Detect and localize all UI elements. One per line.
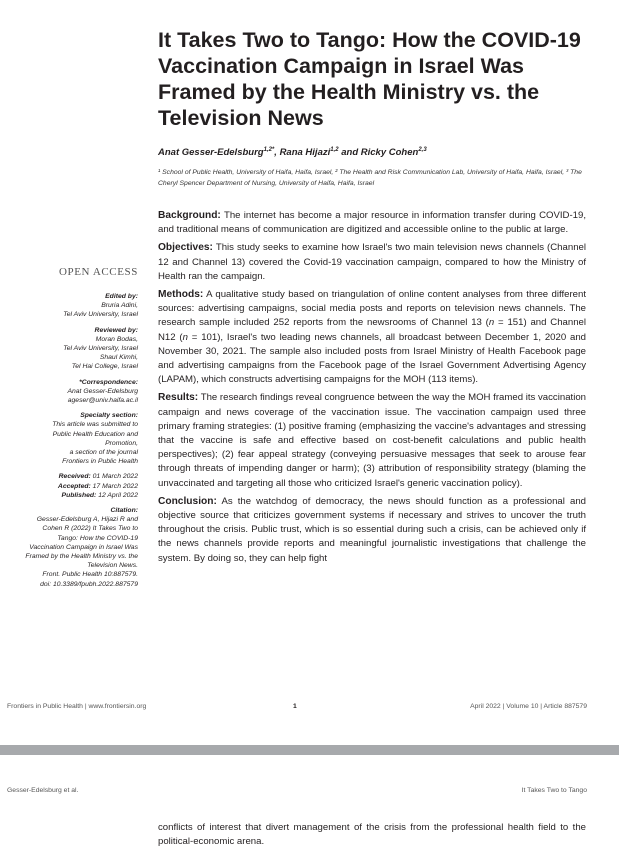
specialty-line: Public Health Education and: [52, 430, 138, 438]
citation-label: Citation:: [110, 507, 138, 515]
article-info-sidebar: [12, 266, 138, 595]
dates-section: [12, 472, 138, 500]
published-label: Published:: [61, 491, 97, 499]
accepted-date: [12, 482, 138, 491]
objectives-text: This study seeks to examine how Israel's two main television news channels (Channel 12 and Channel 13) covered the Covid-19 vaccination campaign, compared to how the Ministry of Health ran the campaign.: [158, 242, 586, 282]
correspondence-label: *Correspondence:: [79, 378, 138, 386]
specialty-line: a section of the journal: [69, 449, 138, 457]
published-date: [12, 491, 138, 500]
results-label: Results:: [158, 392, 199, 404]
correspondence-line: Anat Gesser-Edelsburg: [67, 387, 138, 395]
author-list: [158, 147, 598, 158]
page-separator: [0, 745, 619, 755]
accepted-value: 17 March 2022: [92, 482, 138, 490]
page-footer: [7, 703, 587, 713]
author-separator: and: [338, 147, 361, 159]
specialty-line: Promotion,: [105, 439, 138, 447]
sample-size-symbol: n: [182, 331, 188, 343]
reviewed-by-section: [12, 326, 138, 372]
reviewer-line: Shaul Kimhi,: [99, 354, 138, 362]
received-label: Received:: [58, 473, 91, 481]
abstract-continuation: [158, 821, 586, 849]
citation-line: Television News.: [87, 562, 138, 570]
footer-issue-info: April 2022 | Volume 10 | Article 887579: [470, 703, 587, 710]
conclusion-label: Conclusion:: [158, 495, 217, 507]
received-date: [12, 472, 138, 481]
abstract-background: [158, 209, 586, 237]
article-title: It Takes Two to Tango: How the COVID-19 Vaccination Campaign in Israel Was Framed by the Health Ministry vs. the Television News: [158, 28, 581, 130]
correspondence-section: [12, 378, 138, 406]
editor-line: Bruria Adini,: [101, 302, 138, 310]
citation-line: Front. Public Health 10:887579.: [42, 571, 138, 579]
running-header: [7, 787, 587, 797]
abstract: [158, 209, 586, 570]
specialty-line: This article was submitted to: [52, 421, 138, 429]
conclusion-text: As the watchdog of democracy, the news should function as a professional and objective source that criticizes government systems if necessary and strives to uncover the truth throughout the crisis. Public trust, which is so essential during such a crisis, can be achieved only if the news channels provide reports and meaningful journalistic investigations that challenge the system. By doing so, they can help fight: [158, 495, 586, 564]
sample-size-symbol: n: [488, 317, 495, 329]
background-label: Background:: [158, 210, 221, 221]
specialty-section: [12, 411, 138, 466]
citation-line: Vaccination Campaign in Israel Was: [29, 543, 138, 551]
citation-line: Framed by the Health Ministry vs. the: [25, 553, 138, 561]
abstract-results: [158, 391, 586, 490]
author-affiliation-marker: 1,2*: [263, 147, 275, 153]
reviewer-line: Tel Aviv University, Israel: [63, 345, 138, 353]
methods-label: Methods:: [158, 289, 204, 301]
correspondence-email[interactable]: ageser@univ.haifa.ac.il: [67, 397, 138, 405]
results-text: The research findings reveal congruence between the way the MOH framed its vaccination campaign and news coverage of the vaccination issue. The vaccination campaign used three primary framing strategies: (1) positive framing (emphasizing the vaccine's advantages and stressing that the vaccine is safe and effective based on cost-benefit calculations and public health perspectives); (2) fear appeal strategy (conveying persuasive messages that seek to arouse fear through threats of impending danger or harm); (3) attribution of responsibility strategy (blaming the unvaccinated and targeting all those who criticized Israel's generic vaccination policy).: [158, 392, 586, 489]
citation-doi[interactable]: doi: 10.3389/fpubh.2022.887579: [40, 580, 138, 588]
footer-page-number: 1: [293, 703, 297, 710]
running-header-authors: Gesser-Edelsburg et al.: [7, 787, 79, 794]
reviewer-line: Tel Hai College, Israel: [71, 363, 138, 371]
footer-journal[interactable]: Frontiers in Public Health | www.frontiersin.org: [7, 703, 147, 710]
methods-text: A qualitative study based on triangulation of online content analyses from three different sources: advertising campaigns, social media posts and reports on television news channels. The research sample included 252 reports from the newsrooms of Channel 13 (: [158, 289, 586, 329]
open-access-label: OPEN ACCESS: [58, 266, 138, 278]
specialty-line: Frontiers in Public Health: [62, 458, 138, 466]
affiliations: ¹ School of Public Health, University of Haifa, Haifa, Israel, ² The Health and Risk Communication Lab, University of Haifa, Haifa, Israel, ³ The Cheryl Spencer Department of Nursing, University of Haifa, Haifa, Israel: [158, 169, 582, 187]
author-affiliation-marker: 2,3: [418, 147, 427, 153]
reviewed-by-label: Reviewed by:: [94, 326, 138, 334]
running-header-title: It Takes Two to Tango: [521, 787, 587, 794]
page-2: [0, 755, 619, 855]
author-affiliation-marker: 1,2: [330, 147, 339, 153]
citation-line: Tango: How the COVID-19: [57, 534, 138, 542]
methods-text: = 151) and Channel N12 (: [158, 317, 586, 343]
edited-by-label: Edited by:: [105, 293, 138, 300]
author-name: Anat Gesser-Edelsburg: [158, 147, 264, 159]
abstract-conclusion: [158, 495, 586, 566]
published-value: 12 April 2022: [98, 491, 138, 499]
citation-line: Gesser-Edelsburg A, Hijazi R and: [36, 516, 138, 524]
citation-line: Cohen R (2022) It Takes Two to: [42, 525, 138, 533]
background-text: The internet has become a major resource in information transfer during COVID-19, and traditional means of communication are digitized and accessible online to the public at large.: [158, 210, 586, 236]
specialty-label: Specialty section:: [80, 412, 138, 420]
author-name: Ricky Cohen: [360, 147, 419, 159]
author-separator: ,: [274, 147, 280, 159]
edited-by-section: [12, 292, 138, 320]
citation-section: [12, 506, 138, 589]
abstract-methods: [158, 288, 586, 387]
accepted-label: Accepted:: [57, 482, 91, 490]
objectives-label: Objectives:: [158, 242, 213, 254]
methods-text: = 101), Israel's two leading news channels, all broadcast between December 1, 2020 and November 30, 2021. The sample also included posts from Israel Ministry of Health Facebook page and advertising campaigns from the Facebook page of the Israel Government Advertising Agency (LAPAM), which constructs advertising campaigns for the MOH (113 items).: [158, 331, 586, 386]
received-value: 01 March 2022: [92, 473, 138, 481]
continuation-text: conflicts of interest that divert management of the crisis from the professional health field to the political-economic arena.: [158, 822, 586, 848]
editor-line: Tel Aviv University, Israel: [63, 311, 138, 319]
abstract-objectives: [158, 241, 586, 284]
author-name: Rana Hijazi: [279, 147, 331, 159]
reviewer-line: Moran Bodas,: [95, 335, 138, 343]
